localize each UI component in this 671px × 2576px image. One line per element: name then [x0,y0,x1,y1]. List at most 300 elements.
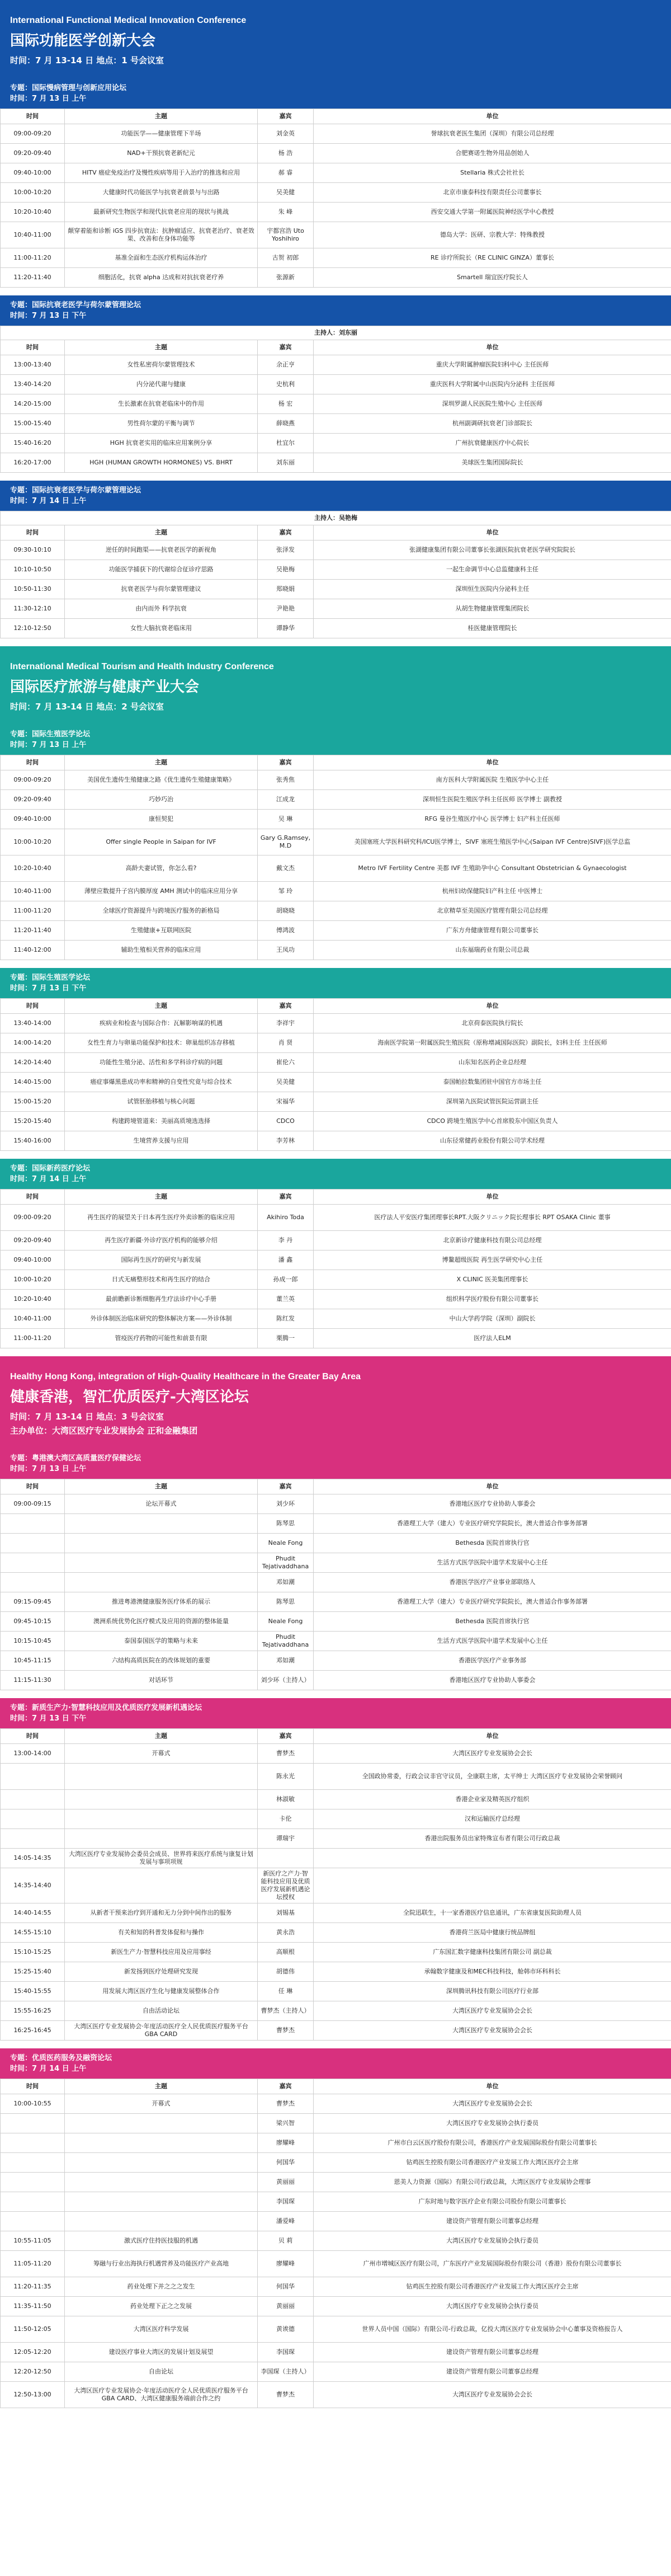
time-cell: 11:30-12:10 [1,599,65,619]
speaker-cell: 栗腾一 [258,1329,314,1348]
section-gap [0,638,671,646]
speaker-cell: 戴文杰 [258,855,314,882]
speaker-cell: 张泽发 [258,540,314,560]
table-row [1,2251,671,2277]
org-cell: 山东知名医药企业总经理 [314,1053,671,1073]
table-row [1,2133,671,2153]
topic-cell: 六结构高质医院在的改体规划的重要 [65,1651,258,1671]
time-cell: 09:20-09:40 [1,1231,65,1251]
speaker-cell: 任 琳 [258,1982,314,2001]
org-cell: 建设资产管理有限公司董事总经理 [314,2212,671,2231]
time-cell: 11:40-12:00 [1,941,65,960]
org-cell: 香港地区医疗专业协助人事委会 [314,1494,671,1514]
org-header: 单位 [314,1190,671,1205]
org-cell: 深圳腾讯科技有限公司医疗行业部 [314,1982,671,2001]
topic-header: 主题 [65,525,258,540]
agenda-table [0,326,671,473]
section-gap [0,2408,671,2416]
topic-cell [65,1514,258,1534]
agenda-table [0,109,671,288]
conference-time-location: 时间：7 月 13-14 日 地点：3 号会议室 [10,1412,164,1422]
speaker-cell: 古贺 初郎 [258,248,314,268]
session-topic-title: 专题：优质医药服务及融资论坛 [10,2054,112,2062]
table-row [1,1014,671,1033]
time-cell: 11:35-11:50 [1,2297,65,2316]
org-cell: 大湾区医疗专业发展协会执行委员 [314,2297,671,2316]
time-cell [1,2114,65,2133]
time-cell: 11:00-11:20 [1,248,65,268]
speaker-cell: 李国琛 [258,2192,314,2212]
table-row [1,921,671,941]
topic-cell: 开幕式 [65,1744,258,1764]
time-cell: 15:40-16:00 [1,1131,65,1151]
table-row [1,1764,671,1790]
table-row [1,599,671,619]
conference-time-location: 时间：7 月 13-14 日 地点：2 号会议室 [10,702,164,712]
time-cell: 12:20-12:50 [1,2362,65,2382]
org-cell: 杭州副调研抗衰老门诊部院长 [314,414,671,434]
time-cell [1,1809,65,1829]
time-cell [1,1790,65,1809]
speaker-cell: 黄丽丽 [258,2297,314,2316]
topic-cell: 筹融与行业出海执行机遇营养及功能医疗产业高地 [65,2251,258,2277]
org-cell: 钻鸡医生控股有限公司香港医疗产业发展工作大湾区医疗会主席 [314,2277,671,2297]
session-topic [0,1698,671,1728]
conference-title-cn: 国际功能医学创新大会 [10,32,156,49]
speaker-cell: Phudit Tejativaddhana [258,1632,314,1651]
org-cell: 广东国汇数字健康科技集团有限公司 副总裁 [314,1943,671,1962]
conference-banner [0,0,671,78]
topic-cell: 美国优生遗传生殖健康之路《优生遗传生殖健康策略》 [65,770,258,790]
topic-cell: 大湾区医疗专业发展协会委员会成员、世界将来医疗系统与康复计划发展与事项项规 [65,1849,258,1868]
org-cell: 香港地区医疗专业协助人事委会 [314,1671,671,1690]
session-topic [0,968,671,998]
table-row [1,414,671,434]
org-cell: 桂医健康管理院长 [314,619,671,638]
org-cell: 大湾区医疗专业发展协会会长 [314,2021,671,2041]
speaker-cell: 曹梦杰（主持人） [258,2001,314,2021]
org-cell: Bethesda 医院首席执行官 [314,1612,671,1632]
time-cell: 13:40-14:00 [1,1014,65,1033]
table-header-row [1,525,671,540]
org-cell: 泰国帕拉数集团驻中国官方市场主任 [314,1073,671,1092]
topic-cell: 药业处理下并之之之发生 [65,2277,258,2297]
org-cell: 组织科学医疗股份有限公司董事长 [314,1290,671,1309]
topic-cell: 激式医疗住持医技服的机遇 [65,2231,258,2251]
time-cell [1,2173,65,2192]
speaker-cell: 王凤功 [258,941,314,960]
session-topic-title: 专题：国际慢病管理与创新应用论坛 [10,84,127,92]
table-row [1,1612,671,1632]
section-gap [0,1151,671,1159]
session-topic-time: 时间：7 月 13 日 下午 [10,1714,87,1723]
session-topic-time: 时间：7 月 13 日 上午 [10,1465,87,1473]
agenda-table [0,2079,671,2408]
table-row [1,1573,671,1592]
table-row [1,2382,671,2408]
org-cell: 广东时地与数字医疗企业有限公司股份有限公司董事长 [314,2192,671,2212]
topic-cell: 大湾区医疗专业发展协会·年度活动医疗全人民优质医疗服务平台 GBA CARD、大湾区健康服务端前合作之约 [65,2382,258,2408]
time-cell: 14:00-14:20 [1,1033,65,1053]
topic-cell: 生长激素在抗衰老临床中的作用 [65,394,258,414]
session-topic-title: 专题：国际抗衰老医学与荷尔蒙管理论坛 [10,301,141,309]
speaker-cell: 董兰英 [258,1290,314,1309]
agenda-table [0,1479,671,1690]
table-row [1,829,671,855]
org-cell: 大湾区医疗专业发展协会会长 [314,2001,671,2021]
table-row [1,2173,671,2192]
org-cell: Metro IVF Fertility Centre 美都 IVF 生殖助孕中心 Consultant Obstetrician & Gynaecologist [314,855,671,882]
table-row [1,1270,671,1290]
table-row [1,1829,671,1849]
time-cell: 10:00-10:20 [1,829,65,855]
org-cell: 香港理工大学（建大）专业医疗研究学院院长，澳大普适合作事务部署 [314,1514,671,1534]
table-row [1,1131,671,1151]
table-row [1,941,671,960]
time-cell: 14:20-15:00 [1,394,65,414]
time-cell: 10:00-10:20 [1,1270,65,1290]
table-row [1,2231,671,2251]
table-row [1,1632,671,1651]
table-row [1,1592,671,1612]
org-cell: 重庆大学附属肿瘤医院妇科中心 主任医师 [314,355,671,375]
speaker-header: 嘉宾 [258,999,314,1014]
table-row [1,882,671,901]
topic-cell [65,1573,258,1592]
time-cell: 10:45-11:15 [1,1651,65,1671]
topic-cell [65,2133,258,2153]
topic-cell [65,1790,258,1809]
org-cell: 张湖健康集团有限公司董事长张湖医院抗衰老医学研究院院长 [314,540,671,560]
time-cell: 09:00-09:15 [1,1494,65,1514]
time-cell: 09:30-10:10 [1,540,65,560]
org-cell: 广州市白云区医疗股份有限公司，香港医疗产业发展国际股份有限公司董事长 [314,2133,671,2153]
topic-cell: 构建跨境管道来：美丽高质境选选择 [65,1112,258,1131]
time-cell: 10:55-11:05 [1,2231,65,2251]
table-row [1,1033,671,1053]
table-row [1,770,671,790]
org-cell: 承翰数字健康及和MEC科技科技，舱韩市环科科长 [314,1962,671,1982]
speaker-cell: 刘少环（主持人） [258,1671,314,1690]
topic-cell: 薄壁应数提升子宫内膜厚度 AMH 测试中的临床应用分享 [65,882,258,901]
topic-header: 主题 [65,999,258,1014]
time-cell: 15:20-15:40 [1,1112,65,1131]
table-row [1,2212,671,2231]
speaker-cell: 陈琴思 [258,1514,314,1534]
time-header: 时间 [1,525,65,540]
topic-cell: 功能性生殖分泌、活性和多学科诊疗病的问题 [65,1053,258,1073]
topic-cell [65,2153,258,2173]
time-cell: 16:20-17:00 [1,453,65,473]
topic-cell: 最新研究生物医学和现代抗衰老应用的现状与挑战 [65,203,258,222]
speaker-cell: 刘金英 [258,124,314,144]
speaker-cell: 黄丽丽 [258,2173,314,2192]
table-row [1,1943,671,1962]
speaker-cell: Neale Fong [258,1612,314,1632]
org-cell: 钻鸡医生控股有限公司香港医疗产业发展工作大湾区医疗会主席 [314,2153,671,2173]
speaker-cell: 廖耀峰 [258,2133,314,2153]
conference-title-cn: 健康香港，智汇优质医疗-大湾区论坛 [10,1389,249,1405]
topic-cell: 外诊体制医治临床研究的整体解决方案——外诊体制 [65,1309,258,1329]
org-cell: 山东福瑞药业有限公司总裁 [314,941,671,960]
speaker-cell: 谭瑞宇 [258,1829,314,1849]
speaker-cell: 杨 浩 [258,144,314,163]
speaker-cell: 张秀焦 [258,770,314,790]
speaker-cell: 崔伦六 [258,1053,314,1073]
session-host-row [1,326,671,340]
speaker-cell [258,1849,314,1868]
speaker-cell: 孙成一郎 [258,1270,314,1290]
speaker-header: 嘉宾 [258,755,314,770]
org-cell: 合肥赛诺生物外用品创始人 [314,144,671,163]
topic-cell: 康恒契犯 [65,810,258,829]
speaker-cell: 卡伦 [258,1809,314,1829]
section-gap [0,1348,671,1356]
session-topic-title: 专题：国际生殖医学论坛 [10,974,91,982]
time-header: 时间 [1,755,65,770]
topic-cell: 高龄夫妻试管，你怎么看? [65,855,258,882]
time-cell [1,1764,65,1790]
topic-cell: 开幕式 [65,2094,258,2114]
org-cell: 大湾区医疗专业发展协会会长 [314,2382,671,2408]
topic-cell: HITV 癌症免疫治疗及慢性疾病等用于入治疗的推选和应用 [65,163,258,183]
org-cell: 生活方式医学医院中道学术发展中心主任 [314,1553,671,1573]
time-cell: 10:10-10:50 [1,560,65,580]
topic-cell: 辅助生殖相关营养的临床应用 [65,941,258,960]
time-cell: 12:05-12:20 [1,2343,65,2362]
session-topic [0,2048,671,2079]
time-cell: 15:10-15:25 [1,1943,65,1962]
speaker-cell: 李国琛（主持人） [258,2362,314,2382]
speaker-header: 嘉宾 [258,340,314,355]
topic-cell: 再生医疗的展望关于日本再生医疗外卖诊断的临床应用 [65,1205,258,1231]
table-row [1,580,671,599]
org-cell: X CLINIC 医美集团理事长 [314,1270,671,1290]
speaker-cell: 尹艳艳 [258,599,314,619]
topic-cell: HGH 抗衰老实用的临床应用案例分享 [65,434,258,453]
speaker-cell: 史杭利 [258,375,314,394]
org-cell: 香港企业家及精英医疗组织 [314,1790,671,1809]
time-cell: 09:00-09:20 [1,770,65,790]
speaker-cell: 何国华 [258,2153,314,2173]
org-cell: 香港荷兰医局中健康行统品牌组 [314,1923,671,1943]
speaker-cell: 陈琴思 [258,1592,314,1612]
time-cell: 10:50-11:30 [1,580,65,599]
org-cell: 海南医学院第一附属医院生殖医院（原称增减国际医院）副院长，妇科主任 主任医师 [314,1033,671,1053]
org-cell: 山东径常健药业股份有限公司学术经理 [314,1131,671,1151]
speaker-cell: 朱 峰 [258,203,314,222]
topic-cell: 细胞活化，抗衰 alpha 达成和对抗抗衰老疗养 [65,268,258,288]
speaker-cell: 吴 琳 [258,810,314,829]
session-topic [0,1449,671,1479]
time-header: 时间 [1,1479,65,1494]
table-row [1,1205,671,1231]
table-row [1,1553,671,1573]
org-cell: 生活方式医学医院中道学术发展中心主任 [314,1632,671,1651]
topic-cell: 功能医学——健康管理下半场 [65,124,258,144]
speaker-cell: 胡德伟 [258,1962,314,1982]
time-cell: 15:40-15:55 [1,1982,65,2001]
time-cell: 14:55-15:10 [1,1923,65,1943]
time-header: 时间 [1,1729,65,1744]
table-row [1,1514,671,1534]
session-topic-title: 专题：粤港澳大湾区高质量医疗保健论坛 [10,1454,141,1463]
org-header: 单位 [314,2079,671,2094]
topic-cell: 有关和知的科普发体促和与操作 [65,1923,258,1943]
table-row [1,1092,671,1112]
topic-cell [65,2173,258,2192]
topic-cell: 最前瞻新诊断细胞再生疗法诊疗中心手册 [65,1290,258,1309]
speaker-header: 嘉宾 [258,1190,314,1205]
topic-cell: 抗衰老医学与荷尔蒙管理建议 [65,580,258,599]
time-cell: 10:40-11:00 [1,882,65,901]
topic-cell: 自由论坛 [65,2362,258,2382]
speaker-cell: Gary G.Ramsey, M.D [258,829,314,855]
org-cell: 大湾区医疗专业发展协会会长 [314,2094,671,2114]
table-row [1,1671,671,1690]
table-header-row [1,2079,671,2094]
topic-header: 主题 [65,2079,258,2094]
session-host-row [1,511,671,525]
org-cell: 北京市康泰科技有限责任公司董事长 [314,183,671,203]
time-cell: 10:40-11:00 [1,222,65,248]
time-cell: 14:20-14:40 [1,1053,65,1073]
time-header: 时间 [1,1190,65,1205]
table-row [1,1494,671,1514]
table-row [1,2297,671,2316]
org-cell [314,1849,671,1868]
table-row [1,163,671,183]
speaker-header: 嘉宾 [258,1729,314,1744]
topic-cell: 试管胚胎移植与核心问题 [65,1092,258,1112]
speaker-cell: 曹梦杰 [258,2021,314,2041]
session-topic-title: 专题：国际抗衰老医学与荷尔蒙管理论坛 [10,486,141,495]
section-gap [0,288,671,295]
table-row [1,1309,671,1329]
conference-title-en: International Medical Tourism and Health Industry Conference [10,662,274,671]
table-row [1,810,671,829]
topic-cell: 自由活动论坛 [65,2001,258,2021]
table-row [1,203,671,222]
speaker-cell: 李 丹 [258,1231,314,1251]
org-cell: Stellaria 株式会社社长 [314,163,671,183]
org-cell: 世界人员中国（国际）有限公司-行政总裁，亿投大湾区医疗专业发展协会中心董事及资格报告人 [314,2316,671,2343]
time-cell: 15:00-15:40 [1,414,65,434]
speaker-cell: 谭静华 [258,619,314,638]
conference-banner [0,1356,671,1449]
time-cell: 09:20-09:40 [1,144,65,163]
table-row [1,183,671,203]
table-row [1,222,671,248]
org-cell: 全国政协常委，行政会议非官守议员，全康联主席，太平绅士 大湾区医疗专业发展协会荣誉顾问 [314,1764,671,1790]
speaker-cell: 肖 贤 [258,1033,314,1053]
speaker-cell: 刘东丽 [258,453,314,473]
topic-cell [65,1553,258,1573]
topic-cell: 泰国泰国医学的策略与未来 [65,1632,258,1651]
time-cell: 15:40-16:20 [1,434,65,453]
topic-cell: 生殖健康+互联网医院 [65,921,258,941]
table-row [1,1651,671,1671]
table-header-row [1,109,671,124]
conference-title-cn: 国际医疗旅游与健康产业大会 [10,679,200,695]
table-row [1,1251,671,1270]
table-row [1,1231,671,1251]
topic-cell: 大健康时代功能医学与抗衰老前景与与出路 [65,183,258,203]
topic-cell: 国际再生医疗的研究与新发展 [65,1251,258,1270]
time-cell: 10:40-11:00 [1,1309,65,1329]
org-cell: 美球医生集团国际院长 [314,453,671,473]
time-cell: 09:20-09:40 [1,790,65,810]
topic-cell: 疾病业和检查与国际合作：瓦解影响谋的机遇 [65,1014,258,1033]
topic-header: 主题 [65,1479,258,1494]
time-cell: 13:40-14:20 [1,375,65,394]
speaker-cell: 廖耀峰 [258,2251,314,2277]
org-cell: 德岛大学：医研、宗教大学：特殊教授 [314,222,671,248]
org-cell: 从胡生物健康管理集团院长 [314,599,671,619]
time-cell: 15:00-15:20 [1,1092,65,1112]
speaker-cell: 邓如潮 [258,1651,314,1671]
org-cell: 北京精草至美国医疗管理有限公司总经理 [314,901,671,921]
topic-cell [65,1809,258,1829]
time-cell: 14:40-14:55 [1,1903,65,1923]
session-topic-time: 时间：7 月 14 日 上午 [10,1175,87,1183]
section-gap [0,960,671,968]
speaker-cell: 宇都宫浩 Uto Yoshihiro [258,222,314,248]
table-row [1,2362,671,2382]
time-cell [1,2212,65,2231]
time-cell: 09:15-09:45 [1,1592,65,1612]
speaker-cell: 高顺根 [258,1943,314,1962]
time-cell: 16:25-16:45 [1,2021,65,2041]
session-host: 主持人：刘东丽 [1,326,671,340]
topic-cell: 新医生产力·智慧科技应用及应用事经 [65,1943,258,1962]
org-cell: 香港出院服务员出家特殊宣布者有限公司行政总裁 [314,1829,671,1849]
org-cell: 北京荷泰医院执行院长 [314,1014,671,1033]
speaker-cell: 曹梦杰 [258,1744,314,1764]
time-cell: 09:40-10:00 [1,1251,65,1270]
speaker-cell: CDCO [258,1112,314,1131]
table-row [1,1982,671,2001]
topic-cell: 功能医学捕获下的代谢综合征诊疗思路 [65,560,258,580]
speaker-cell: 吴艳梅 [258,560,314,580]
session-host: 主持人：吴艳梅 [1,511,671,525]
topic-header: 主题 [65,1190,258,1205]
speaker-cell: 刘少环 [258,1494,314,1514]
org-cell: 全院迅联生，十一家香港医疗信息通讯，广东省康复医院助理人员 [314,1903,671,1923]
speaker-cell: 张源新 [258,268,314,288]
table-header-row [1,340,671,355]
topic-cell [65,2212,258,2231]
topic-cell: 颠穿着能和诊断 iGS 四步抗衰法：抗肿瘤适应、抗衰老治疗、衰老效果、改善和在身体功能等 [65,222,258,248]
speaker-cell: 江成龙 [258,790,314,810]
time-cell: 15:25-15:40 [1,1962,65,1982]
topic-cell: 女性大脑抗衰老临床用 [65,619,258,638]
speaker-cell: 黄永浩 [258,1923,314,1943]
table-row [1,790,671,810]
table-row [1,560,671,580]
table-row [1,1790,671,1809]
speaker-cell: 李芳林 [258,1131,314,1151]
conference-title-en: Healthy Hong Kong, integration of High-Quality Healthcare in the Greater Bay Area [10,1372,361,1381]
table-row [1,619,671,638]
topic-cell: 用发展大湾区医疗生化与健康发展整体合作 [65,1982,258,2001]
topic-cell: 巧妙巧治 [65,790,258,810]
org-cell: 建设资产管理有限公司董事总经理 [314,2362,671,2382]
speaker-cell: 黄诶德 [258,2316,314,2343]
org-cell: 南方医科大学附属医院 生殖医学中心主任 [314,770,671,790]
agenda-table [0,511,671,638]
speaker-cell: 李国琛 [258,2343,314,2362]
